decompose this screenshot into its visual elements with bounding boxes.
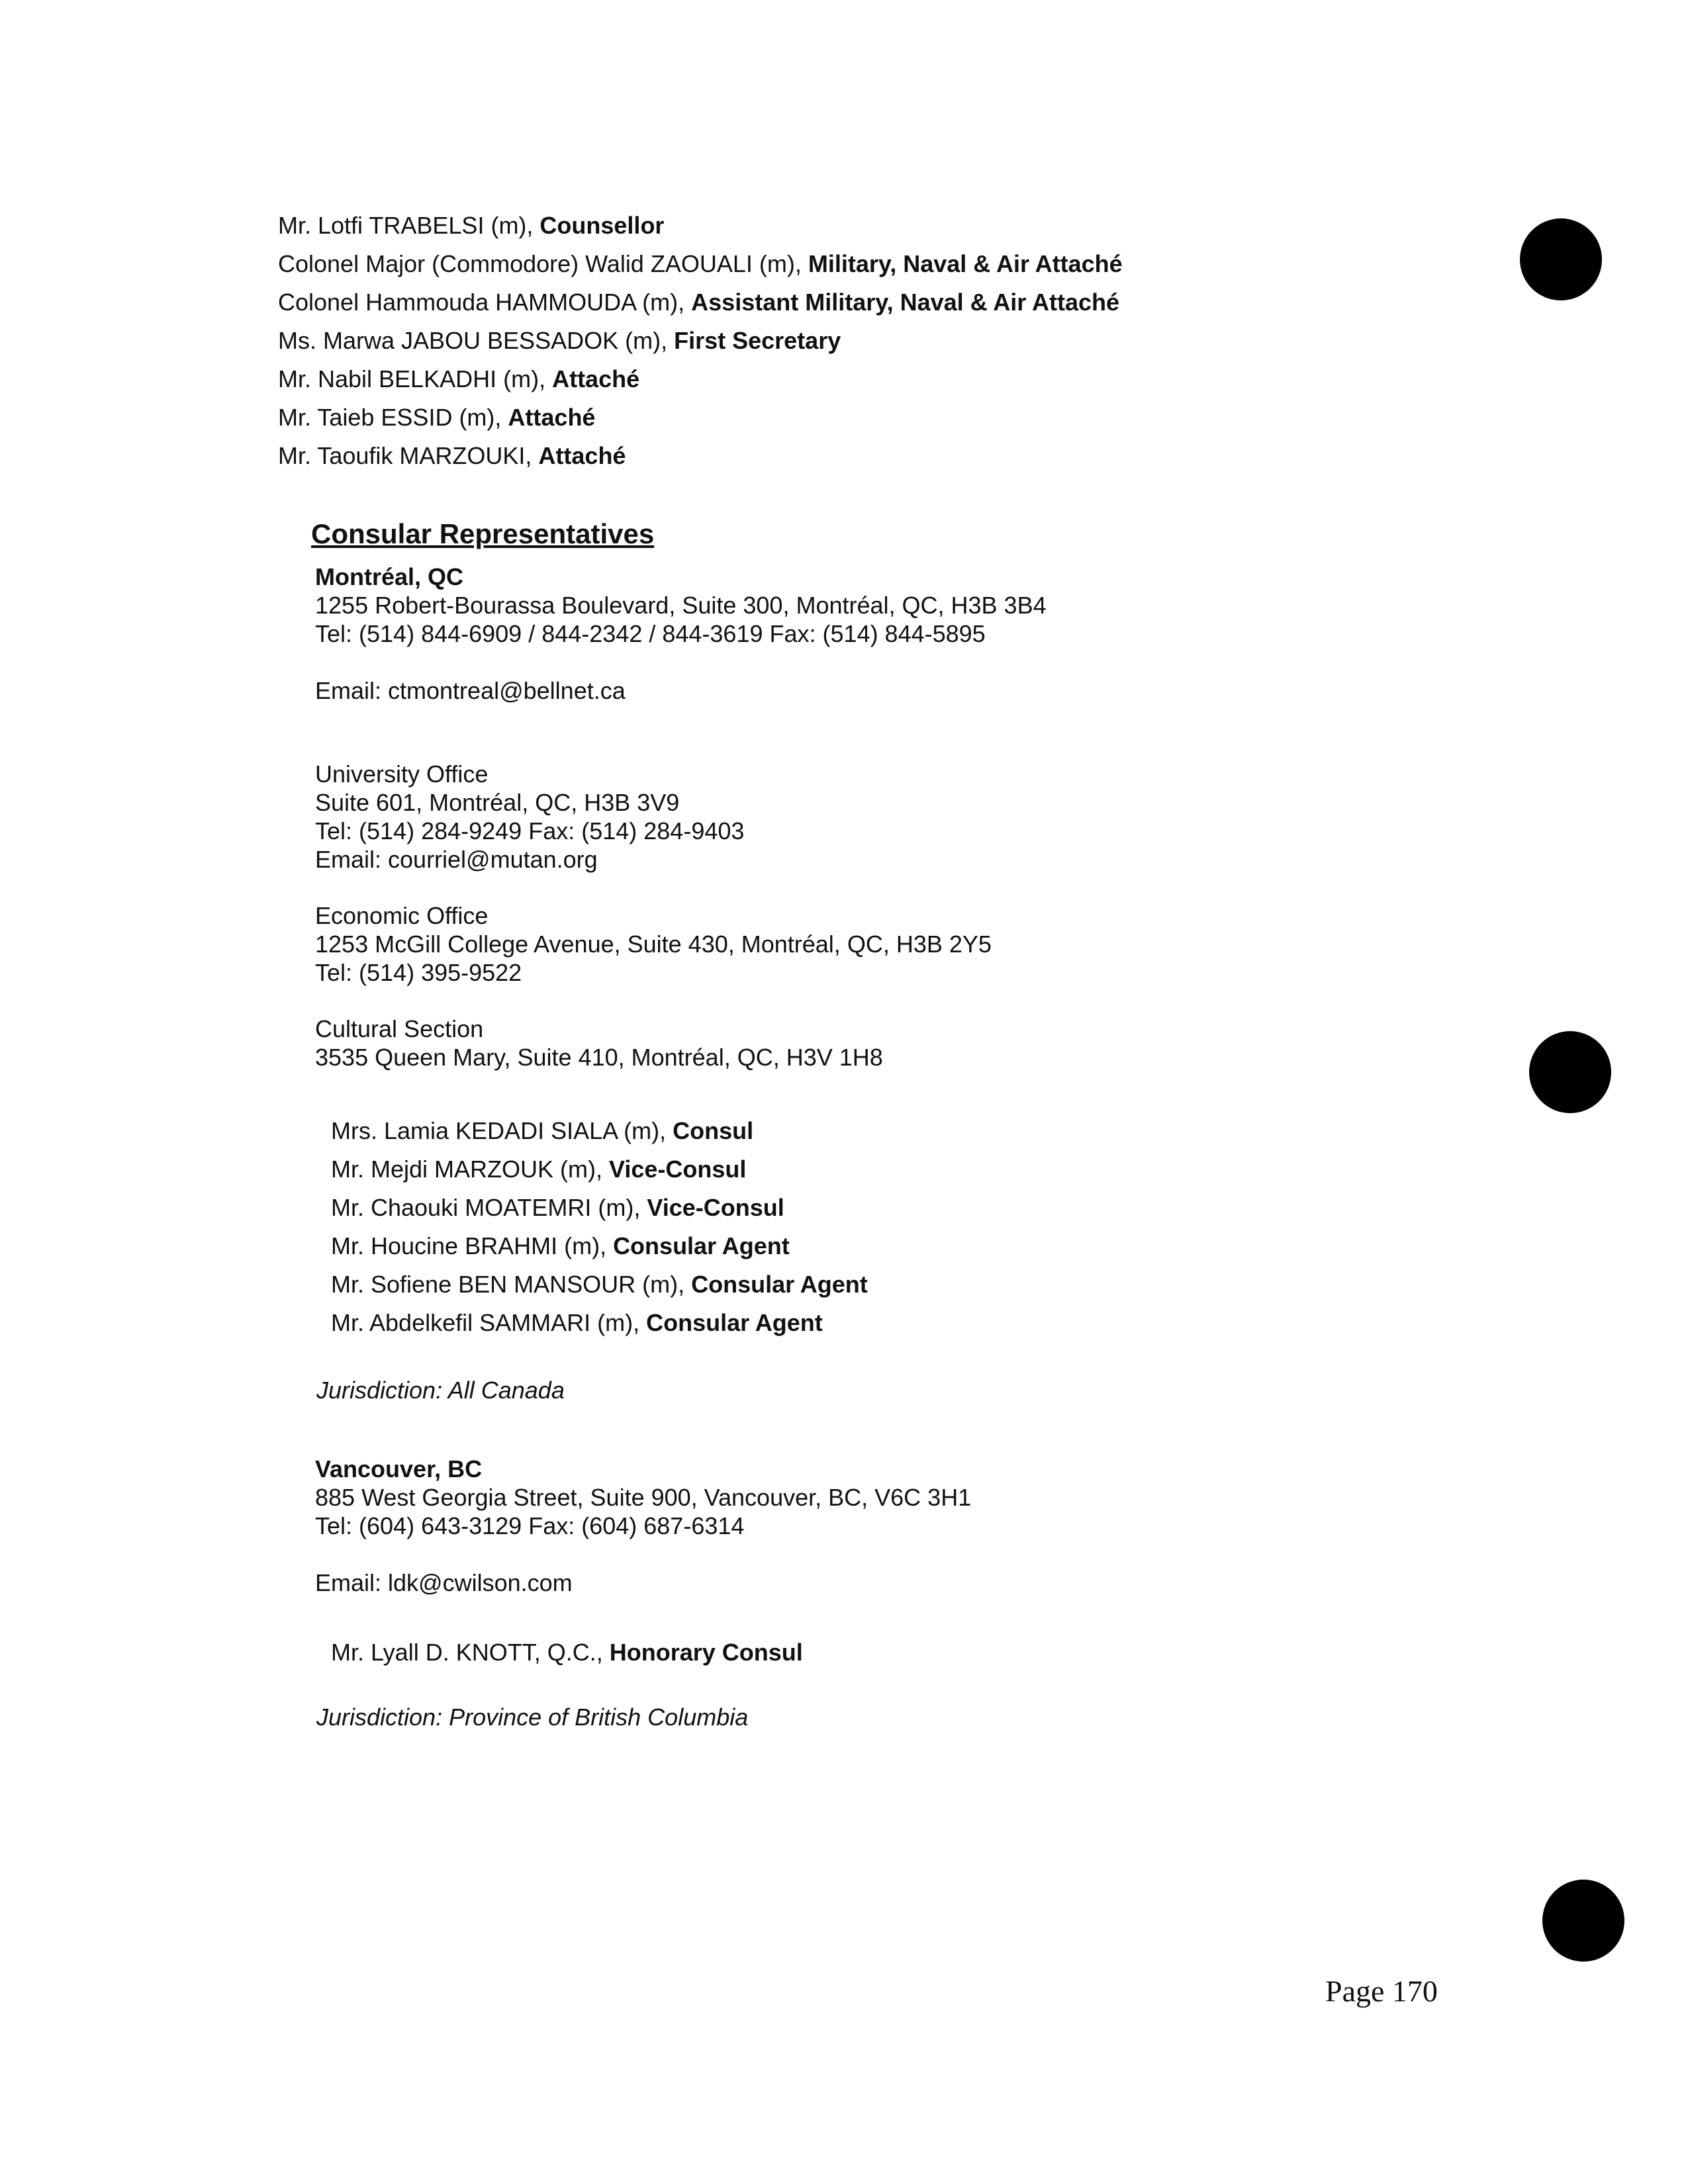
university-office-address: Suite 601, Montréal, QC, H3B 3V9 (315, 789, 680, 816)
embassy-staff-list (278, 206, 1536, 475)
cultural-section (315, 1015, 1507, 1071)
montreal-office (315, 563, 1507, 705)
consul-name: Mr. Sofiene BEN MANSOUR (m), (331, 1271, 692, 1298)
consul-entry (331, 1227, 1456, 1265)
consul-name: Mr. Mejdi MARZOUK (m), (331, 1156, 609, 1183)
university-office-phone: Tel: (514) 284-9249 Fax: (514) 284-9403 (315, 817, 745, 844)
economic-office-phone: Tel: (514) 395-9522 (315, 959, 522, 986)
staff-entry (278, 322, 1536, 360)
consul-title: Honorary Consul (609, 1639, 803, 1666)
staff-name: Colonel Hammouda HAMMOUDA (m), (278, 289, 692, 316)
staff-entry (278, 206, 1536, 245)
staff-name: Mr. Taieb ESSID (m), (278, 404, 508, 431)
consul-entry (331, 1304, 1456, 1342)
montreal-address: 1255 Robert-Bourassa Boulevard, Suite 300, Montréal, QC, H3B 3B4 (315, 592, 1047, 619)
consul-entry (331, 1112, 1456, 1150)
staff-name: Mr. Lotfi TRABELSI (m), (278, 212, 540, 239)
staff-entry (278, 245, 1536, 283)
punch-hole (1529, 1031, 1611, 1113)
university-office-name: University Office (315, 760, 489, 788)
staff-title: Attaché (508, 404, 596, 431)
vancouver-phone: Tel: (604) 643-3129 Fax: (604) 687-6314 (315, 1512, 745, 1539)
economic-office-name: Economic Office (315, 902, 489, 929)
consul-name: Mr. Lyall D. KNOTT, Q.C., (331, 1639, 610, 1666)
vancouver-jurisdiction: Jurisdiction: Province of British Columbia (316, 1704, 749, 1731)
university-office-email: Email: courriel@mutan.org (315, 846, 598, 873)
montreal-email: Email: ctmontreal@bellnet.ca (315, 677, 626, 704)
consul-name: Mr. Chaouki MOATEMRI (m), (331, 1194, 647, 1221)
page-number: Page 170 (1325, 1974, 1438, 2008)
consul-title: Consular Agent (646, 1309, 823, 1336)
montreal-staff-list (331, 1112, 1456, 1342)
staff-entry (278, 398, 1536, 437)
montreal-jurisdiction: Jurisdiction: All Canada (316, 1377, 565, 1404)
staff-entry (278, 283, 1536, 322)
staff-name: Mr. Nabil BELKADHI (m), (278, 365, 553, 392)
punch-hole (1542, 1880, 1624, 1962)
consul-name: Mrs. Lamia KEDADI SIALA (m), (331, 1117, 673, 1144)
consul-entry (331, 1189, 1456, 1227)
economic-office (315, 901, 1507, 987)
consul-title: Consular Agent (613, 1232, 790, 1259)
consul-title: Vice-Consul (647, 1194, 784, 1221)
vancouver-email: Email: ldk@cwilson.com (315, 1569, 573, 1596)
staff-title: Attaché (552, 365, 640, 392)
staff-title: Attaché (538, 442, 626, 469)
consul-entry (331, 1633, 1456, 1672)
economic-office-address: 1253 McGill College Avenue, Suite 430, Montréal, QC, H3B 2Y5 (315, 931, 992, 958)
vancouver-office (315, 1455, 1507, 1597)
consul-entry (331, 1150, 1456, 1189)
consul-title: Vice-Consul (609, 1156, 747, 1183)
staff-name: Ms. Marwa JABOU BESSADOK (m), (278, 327, 675, 354)
montreal-city: Montréal, QC (315, 563, 464, 590)
montreal-phone: Tel: (514) 844-6909 / 844-2342 / 844-3619 Fax: (514) 844-5895 (315, 620, 986, 647)
staff-title: Assistant Military, Naval & Air Attaché (691, 289, 1120, 316)
vancouver-address: 885 West Georgia Street, Suite 900, Vancouver, BC, V6C 3H1 (315, 1484, 972, 1511)
consul-entry (331, 1265, 1456, 1304)
consul-name: Mr. Houcine BRAHMI (m), (331, 1232, 614, 1259)
consul-title: Consular Agent (691, 1271, 868, 1298)
vancouver-city: Vancouver, BC (315, 1455, 483, 1482)
staff-title: Counsellor (539, 212, 665, 239)
staff-title: Military, Naval & Air Attaché (808, 250, 1123, 277)
consul-title: Consul (673, 1117, 754, 1144)
staff-entry (278, 437, 1536, 475)
university-office (315, 760, 1507, 874)
staff-name: Colonel Major (Commodore) Walid ZAOUALI (m), (278, 250, 808, 277)
consul-name: Mr. Abdelkefil SAMMARI (m), (331, 1309, 647, 1336)
cultural-section-name: Cultural Section (315, 1015, 484, 1042)
section-heading-consular: Consular Representatives (311, 518, 655, 549)
staff-name: Mr. Taoufik MARZOUKI, (278, 442, 539, 469)
staff-entry (278, 360, 1536, 398)
vancouver-staff-list (331, 1633, 1456, 1672)
punch-hole (1520, 218, 1602, 300)
staff-title: First Secretary (674, 327, 841, 354)
cultural-section-address: 3535 Queen Mary, Suite 410, Montréal, QC, H3V 1H8 (315, 1044, 883, 1071)
